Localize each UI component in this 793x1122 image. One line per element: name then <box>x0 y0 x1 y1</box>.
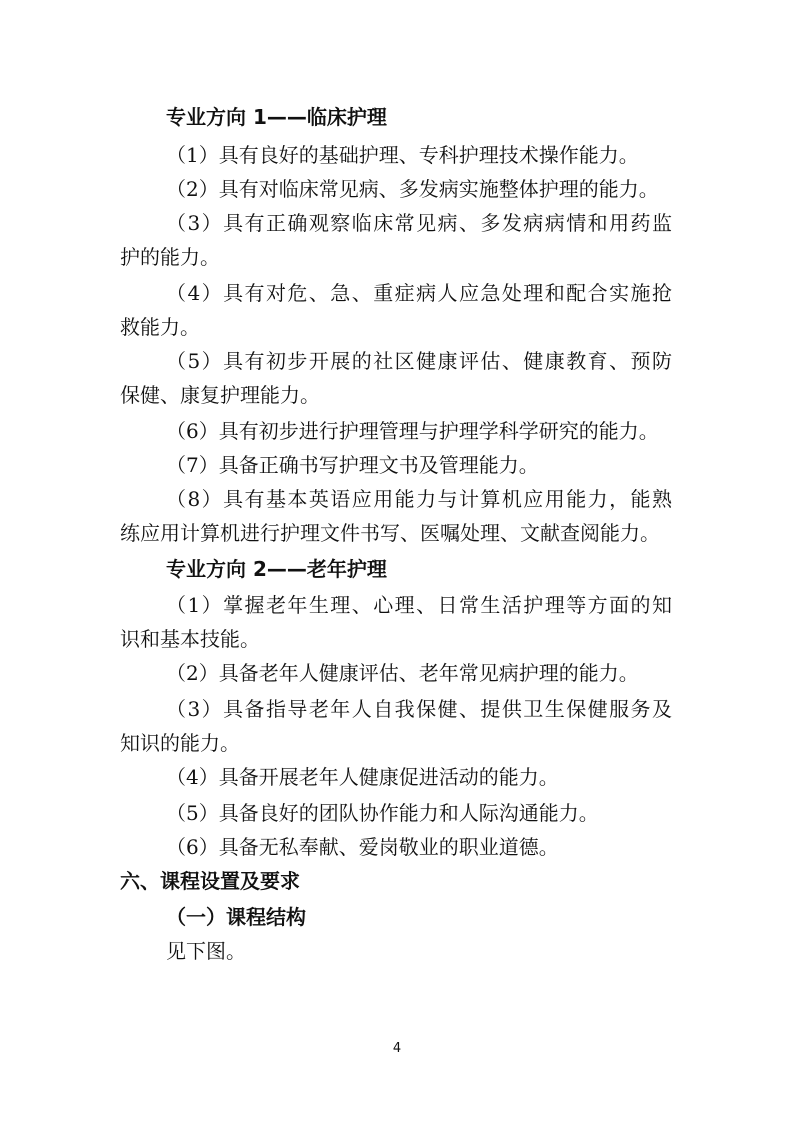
direction-1-item-1: （1）具有良好的基础护理、专科护理技术操作能力。 <box>166 143 639 167</box>
direction-1-item-6: （6）具有初步进行护理管理与护理学科学研究的能力。 <box>166 419 659 443</box>
direction-1-item-3-cont: 护的能力。 <box>120 245 220 269</box>
direction-1-item-7: （7）具备正确书写护理文书及管理能力。 <box>166 453 539 477</box>
course-structure-subheading: （一）课程结构 <box>166 905 306 929</box>
direction-1-item-8: （8）具有基本英语应用能力与计算机应用能力，能熟 <box>166 487 672 511</box>
direction-2-item-3-cont: 知识的能力。 <box>120 731 240 755</box>
direction-2-item-6: （6）具备无私奉献、爱岗敬业的职业道德。 <box>166 835 559 859</box>
direction-2-item-3: （3）具备指导老年人自我保健、提供卫生保健服务及 <box>166 697 672 721</box>
direction-1-item-5-cont: 保健、康复护理能力。 <box>120 383 320 407</box>
direction-2-item-1: （1）掌握老年生理、心理、日常生活护理等方面的知 <box>166 593 672 617</box>
direction-2-heading: 专业方向 2——老年护理 <box>166 557 387 581</box>
direction-1-heading: 专业方向 1——临床护理 <box>166 105 387 129</box>
direction-2-item-1-cont: 识和基本技能。 <box>120 627 260 651</box>
course-structure-body: 见下图。 <box>166 939 246 963</box>
section-six-heading: 六、课程设置及要求 <box>120 869 300 893</box>
direction-1-item-4: （4）具有对危、急、重症病人应急处理和配合实施抢 <box>166 281 672 305</box>
direction-1-item-2: （2）具有对临床常见病、多发病实施整体护理的能力。 <box>166 177 659 201</box>
direction-1-item-8-cont: 练应用计算机进行护理文件书写、医嘱处理、文献查阅能力。 <box>120 521 660 545</box>
direction-2-item-4: （4）具备开展老年人健康促进活动的能力。 <box>166 765 559 789</box>
direction-2-item-5: （5）具备良好的团队协作能力和人际沟通能力。 <box>166 801 599 825</box>
direction-1-item-5: （5）具有初步开展的社区健康评估、健康教育、预防 <box>166 349 672 373</box>
direction-1-item-4-cont: 救能力。 <box>120 315 200 339</box>
direction-1-item-3: （3）具有正确观察临床常见病、多发病病情和用药监 <box>166 211 672 235</box>
direction-2-item-2: （2）具备老年人健康评估、老年常见病护理的能力。 <box>166 661 639 685</box>
page-number: 4 <box>392 1041 402 1056</box>
